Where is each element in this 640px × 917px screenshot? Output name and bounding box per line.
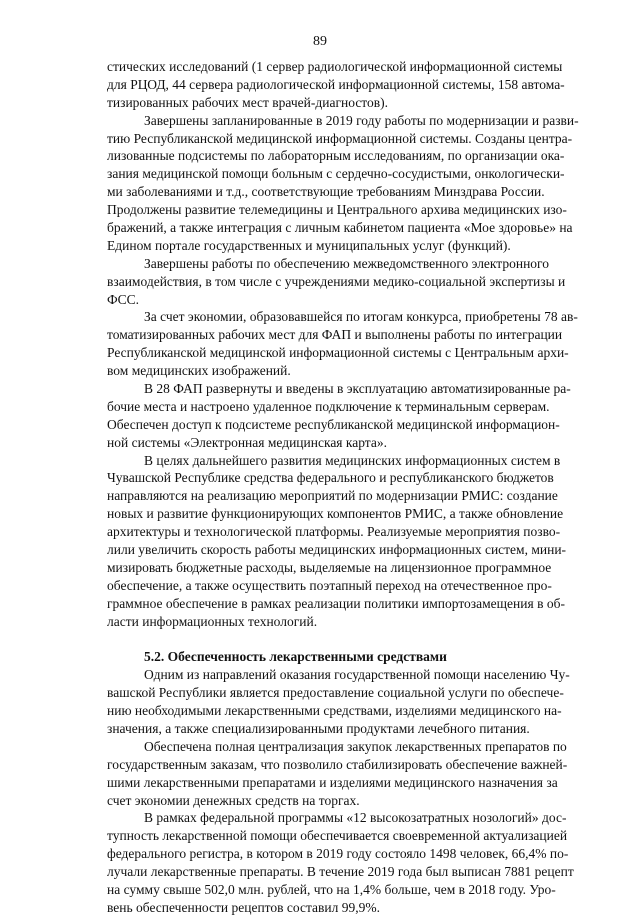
text-line: Республиканской медицинской информационной системы с Центральным архи- xyxy=(107,345,569,361)
text-line: Обеспечен доступ к подсистеме республиканской медицинской информацион- xyxy=(107,416,560,432)
text-line: федерального регистра, в котором в 2019 году состояло 1498 человек, 66,4% по- xyxy=(107,846,569,862)
text-line: вом медицинских изображений. xyxy=(107,363,291,379)
paragraph xyxy=(107,112,579,255)
text-line: нию необходимыми лекарственными средствами, изделиями медицинского на- xyxy=(107,703,562,719)
text-line: лучали лекарственные препараты. В течение 2019 года был выписан 7881 рецепт xyxy=(107,864,574,880)
text-line: направляются на реализацию мероприятий по модернизации РМИС: создание xyxy=(107,488,558,504)
page-number: 89 xyxy=(313,34,327,49)
text-line: ми заболеваниями и т.д., соответствующие требованиям Минздрава России. xyxy=(107,184,545,200)
text-line: стических исследований (1 сервер радиологической информационной системы xyxy=(107,59,563,74)
text-line: на сумму свыше 502,0 млн. рублей, что на 1,4% больше, чем в 2018 году. Уро- xyxy=(107,881,556,897)
text-line: вень обеспеченности рецептов составил 99,9%. xyxy=(107,899,380,915)
text-line: архитектуры и технологической платформы. Реализуемые мероприятия позво- xyxy=(107,524,561,540)
text-line: вашской Республики является предоставление социальной услуги по обеспече- xyxy=(107,685,564,701)
text-line: обеспечение, а также осуществить поэтапный переход на отечественное про- xyxy=(107,577,552,593)
text-line: В рамках федеральной программы «12 высокозатратных нозологий» дос- xyxy=(144,810,567,826)
text-line: тию Республиканской медицинской информационной системы. Созданы центра- xyxy=(107,130,573,146)
paragraph xyxy=(107,809,574,916)
paragraph xyxy=(107,58,565,112)
paragraph xyxy=(107,666,570,738)
text-line: томатизированных рабочих мест для ФАП и выполнены работы по интеграции xyxy=(107,327,563,343)
text-line: мизировать бюджетные расходы, выделяемые на лицензионное программное xyxy=(107,559,552,575)
paragraph xyxy=(107,452,567,631)
paragraph xyxy=(107,738,568,810)
text-line: За счет экономии, образовавшейся по итогам конкурса, приобретены 78 ав- xyxy=(144,309,578,325)
text-line: Завершены запланированные в 2019 году работы по модернизации и разви- xyxy=(144,112,579,128)
text-line: граммное обеспечение в рамках реализации политики импортозамещения в об- xyxy=(107,595,565,611)
text-line: лизованные подсистемы по лабораторным исследованиям, по организации ока- xyxy=(107,148,565,164)
text-line: счет экономии денежных средств на торгах. xyxy=(107,792,360,808)
text-line: взаимодействия, в том числе с учреждениями медико-социальной экспертизы и xyxy=(107,273,566,289)
text-line: лили увеличить скорость работы медицинских информационных систем, мини- xyxy=(107,542,567,558)
text-line: Одним из направлений оказания государственной помощи населению Чу- xyxy=(144,667,570,683)
text-line: Едином портале государственных и муниципальных услуг (функций). xyxy=(107,237,511,253)
text-line: Обеспечена полная централизация закупок лекарственных препаратов по xyxy=(144,738,567,754)
text-line: ФСС. xyxy=(107,291,140,307)
text-line: тупность лекарственной помощи обеспечивается своевременной актуализацией xyxy=(107,828,568,844)
text-line: Чувашской Республике средства федерального и республиканского бюджетов xyxy=(107,470,554,486)
text-line: Продолжены развитие телемедицины и Центрального архива медицинских изо- xyxy=(107,202,567,218)
text-line: В целях дальнейшего развития медицинских информационных систем в xyxy=(144,452,561,468)
text-line: шими лекарственными препаратами и изделиями медицинского назначения за xyxy=(107,774,558,790)
text-line: ласти информационных технологий. xyxy=(107,613,318,629)
paragraph xyxy=(107,308,578,380)
text-line: тизированных рабочих мест врачей-диагностов). xyxy=(107,94,389,110)
body-text xyxy=(107,58,579,917)
paragraph xyxy=(107,255,566,309)
text-line: значения, а также специализированными продуктами лечебного питания. xyxy=(107,720,530,736)
text-line: новых и развитие функционирующих компонентов РМИС, а также обновление xyxy=(107,506,564,522)
text-line: бочие места и настроено удаленное подключение к терминальным серверам. xyxy=(107,398,550,414)
section-heading: 5.2. Обеспеченность лекарственными средствами xyxy=(144,649,447,665)
text-line: бражений, а также интеграция с личным кабинетом пациента «Мое здоровье» на xyxy=(107,220,573,236)
paragraph xyxy=(107,380,571,452)
text-line: Завершены работы по обеспечению межведомственного электронного xyxy=(144,255,550,271)
text-line: зания медицинской помощи больным с сердечно-сосудистыми, онкологически- xyxy=(107,166,565,182)
text-line: государственным заказам, что позволило стабилизировать обеспечение важней- xyxy=(107,756,568,772)
text-line: В 28 ФАП развернуты и введены в эксплуатацию автоматизированные ра- xyxy=(144,381,571,397)
text-line: для РЦОД, 44 сервера радиологической информационной системы, 158 автома- xyxy=(107,76,565,92)
text-line: ной системы «Электронная медицинская карта». xyxy=(107,434,387,450)
